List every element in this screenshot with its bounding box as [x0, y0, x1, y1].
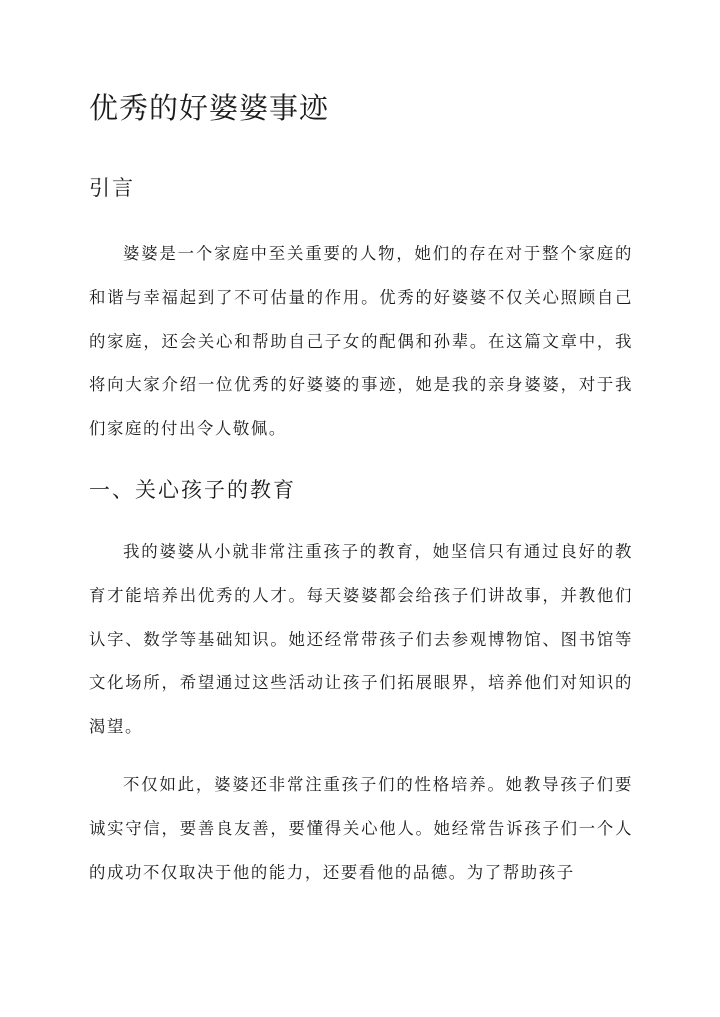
- education-paragraph-1: 我的婆婆从小就非常注重孩子的教育，她坚信只有通过良好的教育才能培养出优秀的人才。每天婆婆都会给孩子们讲故事，并教他们认字、数学等基础知识。她还经常带孩子们去参观博物馆、图书馆等文化场所，希望通过这些活动让孩子们拓展眼界，培养他们对知识的渴望。: [89, 542, 633, 737]
- document-title: 优秀的好婆婆事迹: [89, 91, 330, 125]
- section-heading-intro: 引言: [89, 176, 135, 200]
- intro-paragraph: 婆婆是一个家庭中至关重要的人物，她们的存在对于整个家庭的和谐与幸福起到了不可估量的作用。优秀的好婆婆不仅关心照顾自己的家庭，还会关心和帮助自己子女的配偶和孙辈。在这篇文章中，我将向大家介绍一位优秀的好婆婆的事迹，她是我的亲身婆婆，对于我们家庭的付出令人敬佩。: [89, 244, 633, 439]
- section-heading-education: 一、关心孩子的教育: [89, 478, 296, 502]
- education-paragraph-2: 不仅如此，婆婆还非常注重孩子们的性格培养。她教导孩子们要诚实守信，要善良友善，要懂得关心他人。她经常告诉孩子们一个人的成功不仅取决于他的能力，还要看他的品德。为了帮助孩子: [89, 775, 633, 882]
